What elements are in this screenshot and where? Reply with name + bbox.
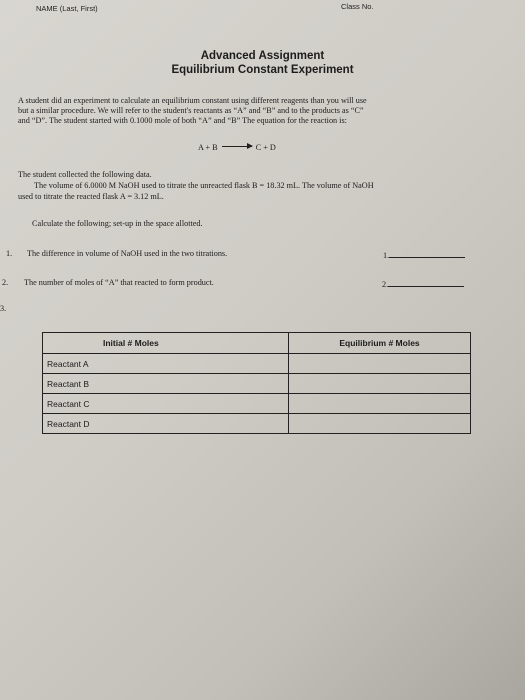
row-label-reactant-b: Reactant B — [43, 374, 289, 394]
data-line-2: used to titrate the reacted flask A = 3.12 mL. — [18, 192, 164, 201]
answer-2-label: 2. — [382, 280, 389, 289]
table-row — [43, 414, 471, 434]
table-row — [43, 374, 471, 394]
row-label-reactant-a: Reactant A — [43, 354, 289, 374]
question-1-text: The difference in volume of NaOH used in the two titrations. — [27, 249, 228, 258]
equilibrium-moles-header: Equilibrium # Moles — [289, 333, 471, 354]
calc-instruction: Calculate the following; set-up in the space allotted. — [32, 219, 203, 228]
table-row — [43, 354, 471, 374]
intro-line-1: A student did an experiment to calculate an equilibrium constant using different reagents than you will use — [18, 96, 367, 105]
assignment-title: Advanced Assignment — [200, 50, 325, 62]
moles-table — [42, 332, 471, 434]
equation-products: C + D — [255, 143, 276, 152]
row-label-reactant-d: Reactant D — [43, 414, 289, 434]
table-header-row — [43, 333, 471, 354]
answer-1-line[interactable] — [383, 249, 465, 261]
equilibrium-cell-d[interactable] — [289, 414, 471, 434]
name-label: NAME (Last, First) — [36, 4, 98, 13]
data-line-1: The volume of 6.0000 M NaOH used to titrate the unreacted flask B = 18.32 mL. The volume of NaOH — [34, 181, 374, 190]
question-3-number: 3. — [0, 304, 7, 313]
equilibrium-cell-c[interactable] — [289, 394, 471, 414]
answer-1-label: 1. — [383, 251, 390, 260]
data-heading: The student collected the following data. — [18, 170, 152, 179]
reaction-arrow-icon — [222, 146, 252, 147]
question-2-number: 2. — [2, 278, 9, 287]
answer-2-blank[interactable] — [388, 278, 464, 287]
row-label-reactant-c: Reactant C — [43, 394, 289, 414]
answer-1-blank[interactable] — [389, 249, 465, 258]
answer-2-line[interactable] — [382, 278, 464, 290]
equilibrium-cell-b[interactable] — [289, 374, 471, 394]
class-number-label: Class No. — [341, 2, 374, 11]
experiment-title: Equilibrium Constant Experiment — [171, 64, 354, 76]
equation-reactants: A + B — [198, 143, 218, 152]
initial-moles-header: Initial # Moles — [43, 333, 289, 354]
intro-line-2: but a similar procedure. We will refer to the student's reactants as “A” and “B” and to the products as “C” — [18, 106, 364, 115]
reaction-equation — [198, 143, 276, 153]
question-1-number: 1. — [6, 249, 13, 258]
question-2-text: The number of moles of “A” that reacted to form product. — [24, 278, 214, 287]
equilibrium-cell-a[interactable] — [289, 354, 471, 374]
table-row — [43, 394, 471, 414]
intro-line-3: and “D”. The student started with 0.1000 mole of both “A” and “B” The equation for the reaction is: — [18, 116, 347, 125]
